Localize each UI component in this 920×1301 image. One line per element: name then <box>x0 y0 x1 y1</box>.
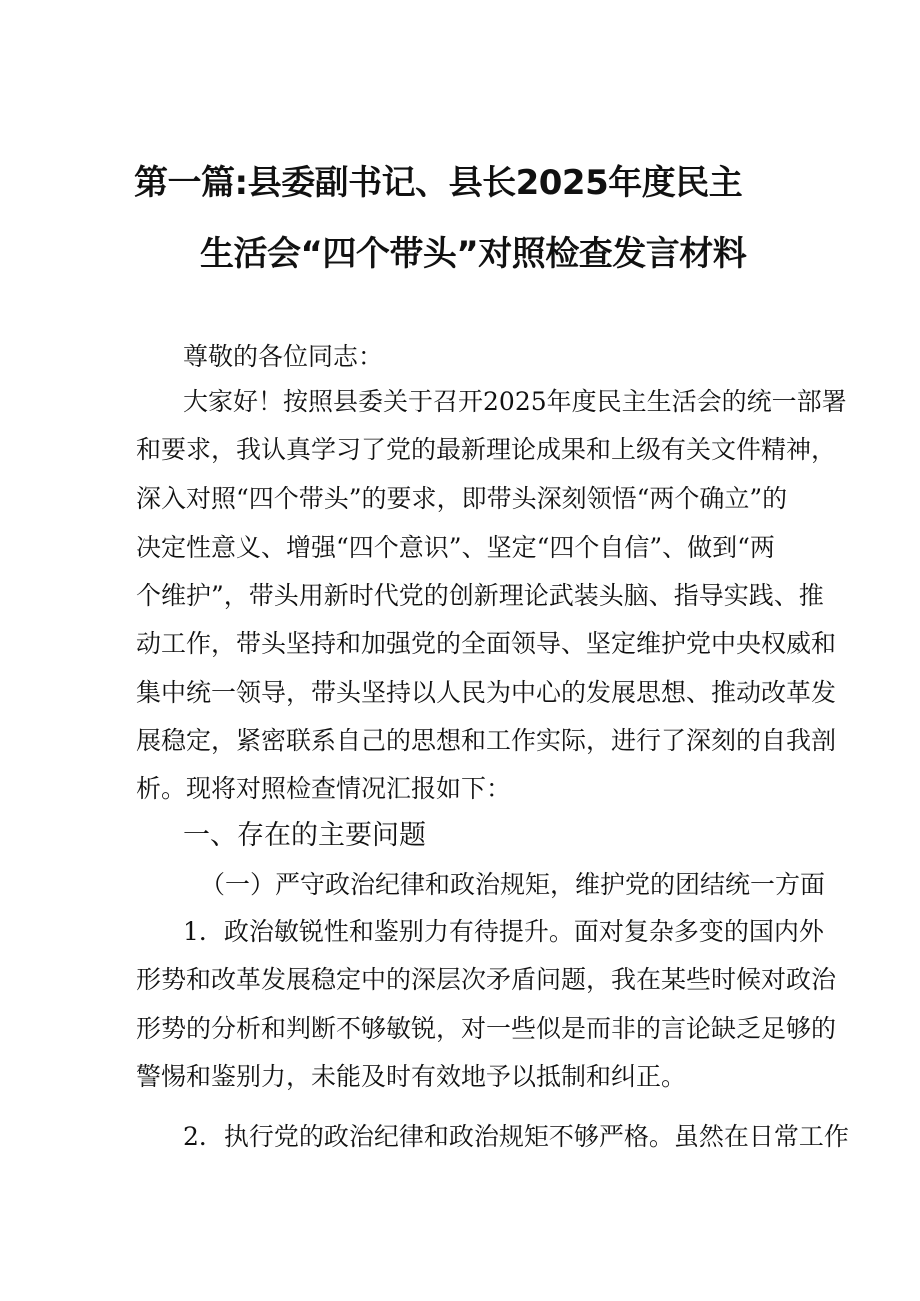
intro-line: 大家好！按照县委关于召开2025年度民主生活会的统一部署 <box>183 387 847 416</box>
intro-line: 动工作，带头坚持和加强党的全面领导、坚定维护党中央权威和 <box>136 629 837 658</box>
subsection-heading: （一）严守政治纪律和政治规矩，维护党的团结统一方面 <box>200 870 826 899</box>
item-2-line: 2．执行党的政治纪律和政治规矩不够严格。虽然在日常工作 <box>183 1122 849 1151</box>
intro-line: 和要求，我认真学习了党的最新理论成果和上级有关文件精神， <box>136 435 837 464</box>
intro-line: 展稳定，紧密联系自己的思想和工作实际，进行了深刻的自我剖 <box>136 726 837 755</box>
document-title-line-2: 生活会“四个带头”对照检查发言材料 <box>200 234 747 274</box>
item-1-line: 1．政治敏锐性和鉴别力有待提升。面对复杂多变的国内外 <box>183 917 824 946</box>
salutation: 尊敬的各位同志： <box>183 342 384 371</box>
item-1-line: 警惕和鉴别力，未能及时有效地予以抵制和纠正。 <box>136 1062 687 1091</box>
intro-line: 个维护”，带头用新时代党的创新理论武装头脑、指导实践、推 <box>136 581 824 610</box>
item-1-line: 形势和改革发展稳定中的深层次矛盾问题，我在某些时候对政治 <box>136 965 837 994</box>
intro-line: 析。现将对照检查情况汇报如下： <box>136 774 512 803</box>
section-heading: 一、存在的主要问题 <box>183 820 426 851</box>
item-1-line: 形势的分析和判断不够敏锐，对一些似是而非的言论缺乏足够的 <box>136 1014 837 1043</box>
intro-line: 深入对照“四个带头”的要求，即带头深刻领悟“两个确立”的 <box>136 484 788 513</box>
intro-line: 决定性意义、增强“四个意识”、坚定“四个自信”、做到“两 <box>136 533 775 562</box>
intro-line: 集中统一领导，带头坚持以人民为中心的发展思想、推动改革发 <box>136 678 837 707</box>
document-title-line-1: 第一篇:县委副书记、县长2025年度民主 <box>134 163 743 203</box>
